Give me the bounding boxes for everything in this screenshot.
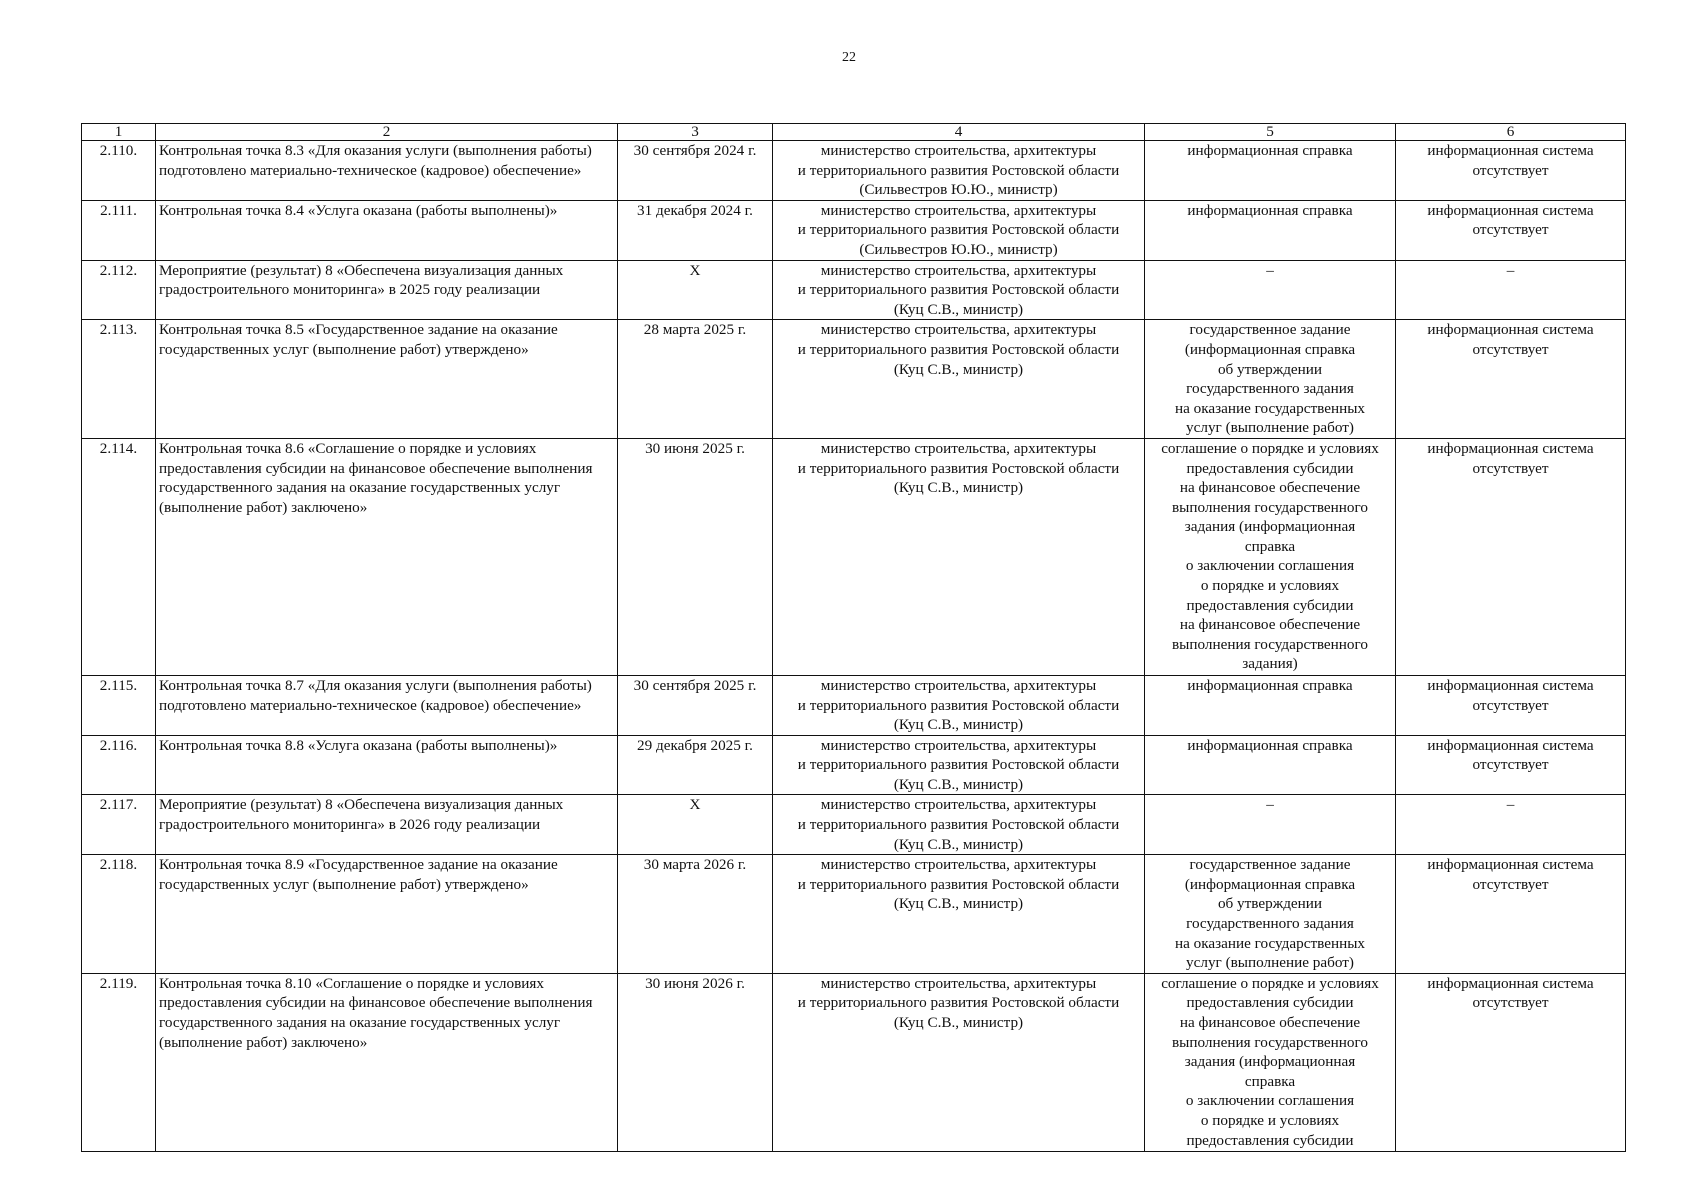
deadline-date: 30 сентября 2025 г. xyxy=(618,675,773,735)
row-number: 2.119. xyxy=(82,973,156,1151)
information-system: информационная система отсутствует xyxy=(1396,438,1626,675)
confirming-document: информационная справка xyxy=(1145,735,1396,795)
information-system: информационная система отсутствует xyxy=(1396,141,1626,201)
column-header: 2 xyxy=(156,124,618,141)
row-number: 2.114. xyxy=(82,438,156,675)
information-system: информационная система отсутствует xyxy=(1396,855,1626,974)
confirming-document: государственное задание (информационная справка об утверждении государственного задания на оказание государственных услуг (выполнение работ) xyxy=(1145,320,1396,439)
row-number: 2.116. xyxy=(82,735,156,795)
column-header: 3 xyxy=(618,124,773,141)
column-header: 6 xyxy=(1396,124,1626,141)
event-name: Контрольная точка 8.8 «Услуга оказана (работы выполнены)» xyxy=(156,735,618,795)
table-row xyxy=(82,973,1626,1151)
row-number: 2.117. xyxy=(82,795,156,855)
event-name: Контрольная точка 8.9 «Государственное задание на оказание государственных услуг (выполнение работ) утверждено» xyxy=(156,855,618,974)
responsible-executor: министерство строительства, архитектуры и территориального развития Ростовской области (Куц С.В., министр) xyxy=(773,735,1145,795)
table-row xyxy=(82,675,1626,735)
information-system: информационная система отсутствует xyxy=(1396,973,1626,1151)
table-row xyxy=(82,260,1626,320)
table-row xyxy=(82,735,1626,795)
table-row xyxy=(82,320,1626,439)
confirming-document: государственное задание (информационная справка об утверждении государственного задания на оказание государственных услуг (выполнение работ) xyxy=(1145,855,1396,974)
deadline-date: 30 июня 2025 г. xyxy=(618,438,773,675)
table-row xyxy=(82,438,1626,675)
confirming-document: информационная справка xyxy=(1145,141,1396,201)
event-name: Мероприятие (результат) 8 «Обеспечена визуализация данных градостроительного мониторинга» в 2025 году реализации xyxy=(156,260,618,320)
responsible-executor: министерство строительства, архитектуры и территориального развития Ростовской области (Куц С.В., министр) xyxy=(773,438,1145,675)
table-row xyxy=(82,200,1626,260)
event-name: Контрольная точка 8.10 «Соглашение о порядке и условиях предоставления субсидии на финансовое обеспечение выполнения государственного задания на оказание государственных услуг (выполнение работ) заключено» xyxy=(156,973,618,1151)
responsible-executor: министерство строительства, архитектуры и территориального развития Ростовской области (Сильвестров Ю.Ю., министр) xyxy=(773,141,1145,201)
confirming-document: информационная справка xyxy=(1145,675,1396,735)
deadline-date: 28 марта 2025 г. xyxy=(618,320,773,439)
event-name: Контрольная точка 8.4 «Услуга оказана (работы выполнены)» xyxy=(156,200,618,260)
deadline-date: 31 декабря 2024 г. xyxy=(618,200,773,260)
row-number: 2.112. xyxy=(82,260,156,320)
table-row xyxy=(82,855,1626,974)
row-number: 2.118. xyxy=(82,855,156,974)
deadline-date: 30 марта 2026 г. xyxy=(618,855,773,974)
responsible-executor: министерство строительства, архитектуры и территориального развития Ростовской области (Куц С.В., министр) xyxy=(773,260,1145,320)
row-number: 2.113. xyxy=(82,320,156,439)
deadline-date: 30 июня 2026 г. xyxy=(618,973,773,1151)
column-number-row xyxy=(82,124,1626,141)
confirming-document: соглашение о порядке и условиях предоставления субсидии на финансовое обеспечение выполнения государственного задания (информационная справка о заключении соглашения о порядке и условиях предоставления субсидии xyxy=(1145,973,1396,1151)
row-number: 2.111. xyxy=(82,200,156,260)
page-number: 22 xyxy=(842,50,856,65)
event-name: Контрольная точка 8.7 «Для оказания услуги (выполнения работы) подготовлено материально-техническое (кадровое) обеспечение» xyxy=(156,675,618,735)
responsible-executor: министерство строительства, архитектуры и территориального развития Ростовской области (Куц С.В., министр) xyxy=(773,320,1145,439)
information-system: информационная система отсутствует xyxy=(1396,675,1626,735)
column-header: 1 xyxy=(82,124,156,141)
confirming-document: соглашение о порядке и условиях предоставления субсидии на финансовое обеспечение выполнения государственного задания (информационная справка о заключении соглашения о порядке и условиях предоставления субсидии на финансовое обеспечение выполнения государственного задания) xyxy=(1145,438,1396,675)
responsible-executor: министерство строительства, архитектуры и территориального развития Ростовской области (Куц С.В., министр) xyxy=(773,795,1145,855)
deadline-date: Х xyxy=(618,795,773,855)
event-name: Контрольная точка 8.6 «Соглашение о порядке и условиях предоставления субсидии на финансовое обеспечение выполнения государственного задания на оказание государственных услуг (выполнение работ) заключено» xyxy=(156,438,618,675)
column-header: 4 xyxy=(773,124,1145,141)
information-system: информационная система отсутствует xyxy=(1396,200,1626,260)
confirming-document: – xyxy=(1145,795,1396,855)
confirming-document: информационная справка xyxy=(1145,200,1396,260)
row-number: 2.115. xyxy=(82,675,156,735)
responsible-executor: министерство строительства, архитектуры и территориального развития Ростовской области (Куц С.В., министр) xyxy=(773,973,1145,1151)
event-name: Мероприятие (результат) 8 «Обеспечена визуализация данных градостроительного мониторинга» в 2026 году реализации xyxy=(156,795,618,855)
deadline-date: 29 декабря 2025 г. xyxy=(618,735,773,795)
confirming-document: – xyxy=(1145,260,1396,320)
table-row xyxy=(82,141,1626,201)
deadline-date: 30 сентября 2024 г. xyxy=(618,141,773,201)
responsible-executor: министерство строительства, архитектуры и территориального развития Ростовской области (Куц С.В., министр) xyxy=(773,675,1145,735)
event-name: Контрольная точка 8.5 «Государственное задание на оказание государственных услуг (выполнение работ) утверждено» xyxy=(156,320,618,439)
events-table xyxy=(81,123,1626,1152)
responsible-executor: министерство строительства, архитектуры и территориального развития Ростовской области (Куц С.В., министр) xyxy=(773,855,1145,974)
responsible-executor: министерство строительства, архитектуры и территориального развития Ростовской области (Сильвестров Ю.Ю., министр) xyxy=(773,200,1145,260)
information-system: – xyxy=(1396,795,1626,855)
information-system: информационная система отсутствует xyxy=(1396,735,1626,795)
column-header: 5 xyxy=(1145,124,1396,141)
information-system: информационная система отсутствует xyxy=(1396,320,1626,439)
deadline-date: Х xyxy=(618,260,773,320)
event-name: Контрольная точка 8.3 «Для оказания услуги (выполнения работы) подготовлено материально-техническое (кадровое) обеспечение» xyxy=(156,141,618,201)
table-row xyxy=(82,795,1626,855)
information-system: – xyxy=(1396,260,1626,320)
row-number: 2.110. xyxy=(82,141,156,201)
